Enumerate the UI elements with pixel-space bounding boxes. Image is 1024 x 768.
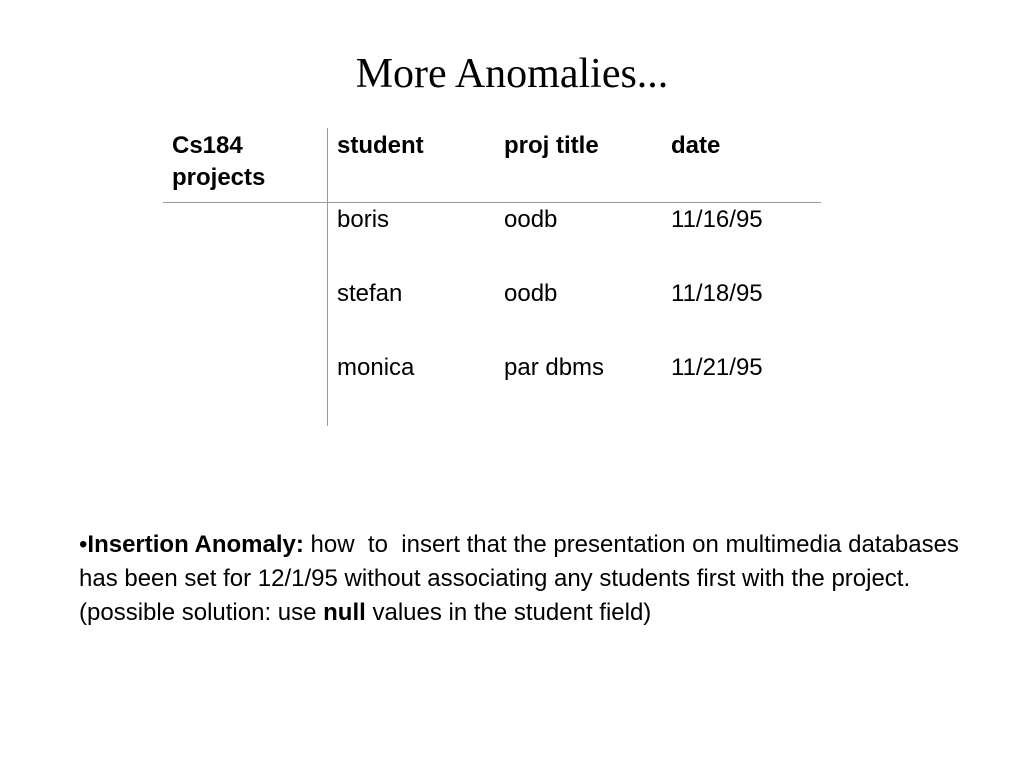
bullet-text: how to insert that the presentation on multimedia databases has been set for 12/1/95 without associating any students first with the project. (possible solution: use [79,531,966,626]
column-divider [327,128,328,426]
table-cell-student: monica [337,354,415,381]
header-divider [163,202,821,203]
table-cell-proj-title: oodb [504,206,558,233]
bullet-text-end: values in the student field) [365,599,652,626]
table-cell-proj-title: par dbms [504,354,605,381]
table-cell-proj-title: oodb [504,280,558,307]
bullet-term: Insertion Anomaly: [87,531,304,558]
slide-title: More Anomalies... [355,51,669,97]
table-cell-date: 11/16/95 [671,206,763,233]
header-cell-student: student [337,132,424,159]
bullet-marker: • [79,531,88,558]
projects-table [163,128,821,426]
bullet-paragraph [79,528,966,630]
header-cell-date: date [671,132,721,159]
table-cell-date: 11/18/95 [671,280,763,307]
bullet-emphasis: null [323,599,366,626]
table-cell-student: stefan [337,280,403,307]
header-cell-course: Cs184 projects [172,132,266,191]
table-cell-date: 11/21/95 [671,354,763,381]
header-cell-proj-title: proj title [504,132,599,159]
table-cell-student: boris [337,206,390,233]
